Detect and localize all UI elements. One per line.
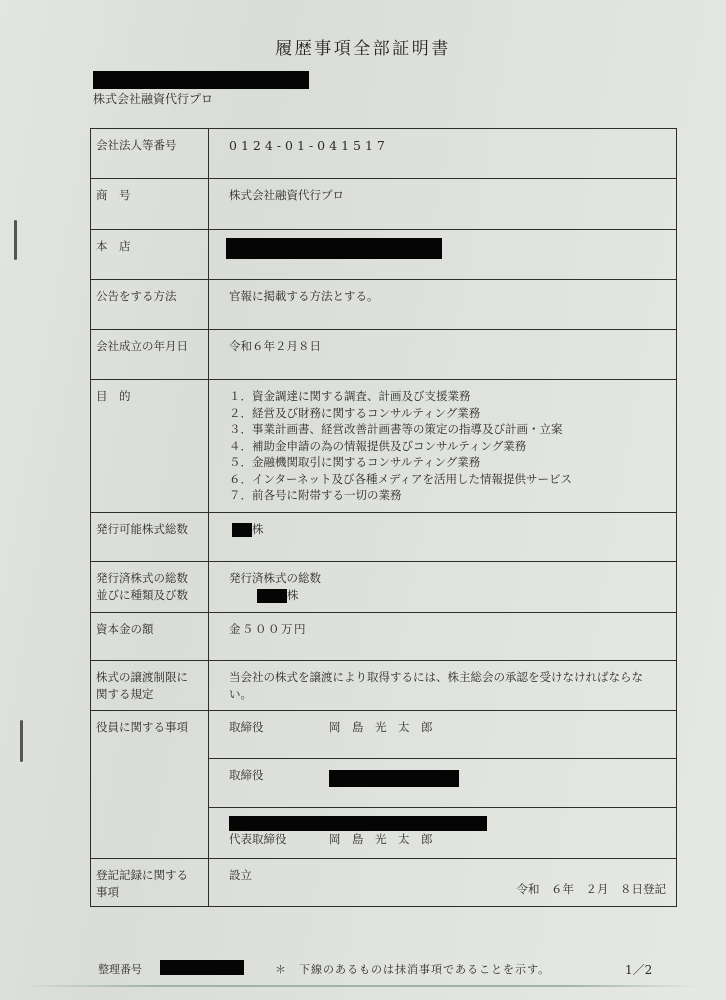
label-issued-shares-line1: 発行済株式の総数: [96, 571, 188, 585]
row-registration-record: [91, 859, 677, 907]
purpose-item: ２．経営及び財務に関するコンサルティング業務: [229, 405, 481, 420]
issued-shares-caption: 発行済株式の総数: [229, 571, 321, 585]
label-registration-record-line2: 事項: [96, 885, 119, 899]
value-registration-record: [209, 859, 677, 907]
value-purpose: [209, 380, 677, 513]
label-transfer-restriction: [91, 661, 209, 711]
label-issued-shares: [91, 562, 209, 613]
label-officers: 役員に関する事項: [91, 711, 209, 859]
label-public-notice: 公告をする方法: [91, 280, 209, 330]
value-corporate-number: 0124-01-041517: [209, 129, 677, 179]
officer-entry: [229, 711, 676, 758]
value-transfer-restriction: 当会社の株式を譲渡により取得するには、株主総会の承認を受けなければならない。: [209, 661, 677, 711]
purpose-item: ６．インターネット及び各種メディアを活用した情報提供サービス: [229, 471, 573, 486]
officer-name: 岡 島 光 太 郎: [329, 720, 433, 734]
label-establishment-date: 会社成立の年月日: [91, 330, 209, 380]
row-establishment-date: [91, 330, 677, 380]
authorized-shares-unit: 株: [252, 522, 264, 536]
label-purpose: 目 的: [91, 380, 209, 513]
value-issued-shares: [209, 562, 677, 613]
issued-shares-unit: 株: [287, 588, 299, 602]
row-head-office: [91, 230, 677, 280]
row-transfer-restriction: [91, 661, 677, 711]
label-corporate-number: 会社法人等番号: [91, 129, 209, 179]
label-transfer-restriction-line1: 株式の譲渡制限に: [96, 670, 188, 684]
officer-role: 取締役: [229, 768, 264, 782]
value-public-notice: 官報に掲載する方法とする。: [209, 280, 677, 330]
redacted-authorized-shares: [232, 523, 252, 537]
officer-role: 取締役: [229, 720, 264, 734]
row-public-notice: [91, 280, 677, 330]
label-registration-record: [91, 859, 209, 907]
registration-date: 令和 ６年 ２月 ８日登記: [516, 882, 666, 896]
redacted-officer-address: [229, 816, 487, 831]
purpose-item: ３．事業計画書、経営改善計画書等の策定の指導及び計画・立案: [229, 422, 563, 436]
registration-event: 設立: [229, 868, 252, 882]
row-corporate-number: [91, 129, 677, 179]
row-purpose: [91, 380, 677, 513]
purpose-item: ７．前各号に附帯する一切の業務: [229, 488, 402, 502]
company-name-header: 株式会社融資代行プロ: [93, 92, 214, 106]
label-head-office: 本 店: [91, 230, 209, 280]
purpose-list: [229, 388, 676, 504]
redacted-officer-name: [329, 770, 459, 787]
row-issued-shares: [91, 562, 677, 613]
row-authorized-shares: [91, 513, 677, 562]
value-trade-name: 株式会社融資代行プロ: [209, 179, 677, 230]
value-capital: 金５００万円: [209, 613, 677, 661]
label-issued-shares-line2: 並びに種類及び数: [96, 588, 188, 602]
purpose-item: １．資金調達に関する調査、計画及び支援業務: [229, 389, 471, 403]
footer-decorative-line: [20, 985, 700, 987]
page-number: 1／2: [625, 963, 653, 977]
staple-bottom: [20, 720, 23, 762]
value-authorized-shares: [209, 513, 677, 562]
label-transfer-restriction-line2: 関する規定: [96, 687, 154, 701]
row-capital: [91, 613, 677, 661]
label-capital: 資本金の額: [91, 613, 209, 661]
purpose-item: ５．金融機関取引に関するコンサルティング業務: [229, 455, 481, 469]
redacted-issued-shares: [257, 589, 287, 603]
value-officers: [209, 711, 677, 859]
value-establishment-date: 令和６年２月８日: [209, 330, 677, 380]
value-head-office: [209, 230, 677, 280]
footer-note: ＊ 下線のあるものは抹消事項であることを示す。: [275, 963, 551, 976]
redacted-reference-number: [160, 960, 244, 975]
officer-entry: [209, 807, 676, 858]
row-officers: [91, 711, 677, 859]
registry-table: [90, 128, 677, 907]
officer-entry: [209, 758, 676, 807]
reference-number-label: 整理番号: [98, 963, 142, 976]
label-registration-record-line1: 登記記録に関する: [96, 868, 188, 882]
label-authorized-shares: 発行可能株式総数: [91, 513, 209, 562]
redacted-head-office: [226, 238, 442, 259]
document-title: 履歴事項全部証明書: [275, 39, 451, 59]
purpose-item: ４．補助金申請の為の情報提供及びコンサルティング業務: [229, 438, 527, 453]
officer-role: 代表取締役: [229, 832, 287, 846]
row-trade-name: [91, 179, 677, 230]
issued-shares-count: [229, 587, 676, 604]
staple-top: [14, 220, 17, 260]
redacted-address-header: [93, 71, 309, 89]
officer-name: 岡 島 光 太 郎: [329, 832, 433, 846]
label-trade-name: 商 号: [91, 179, 209, 230]
